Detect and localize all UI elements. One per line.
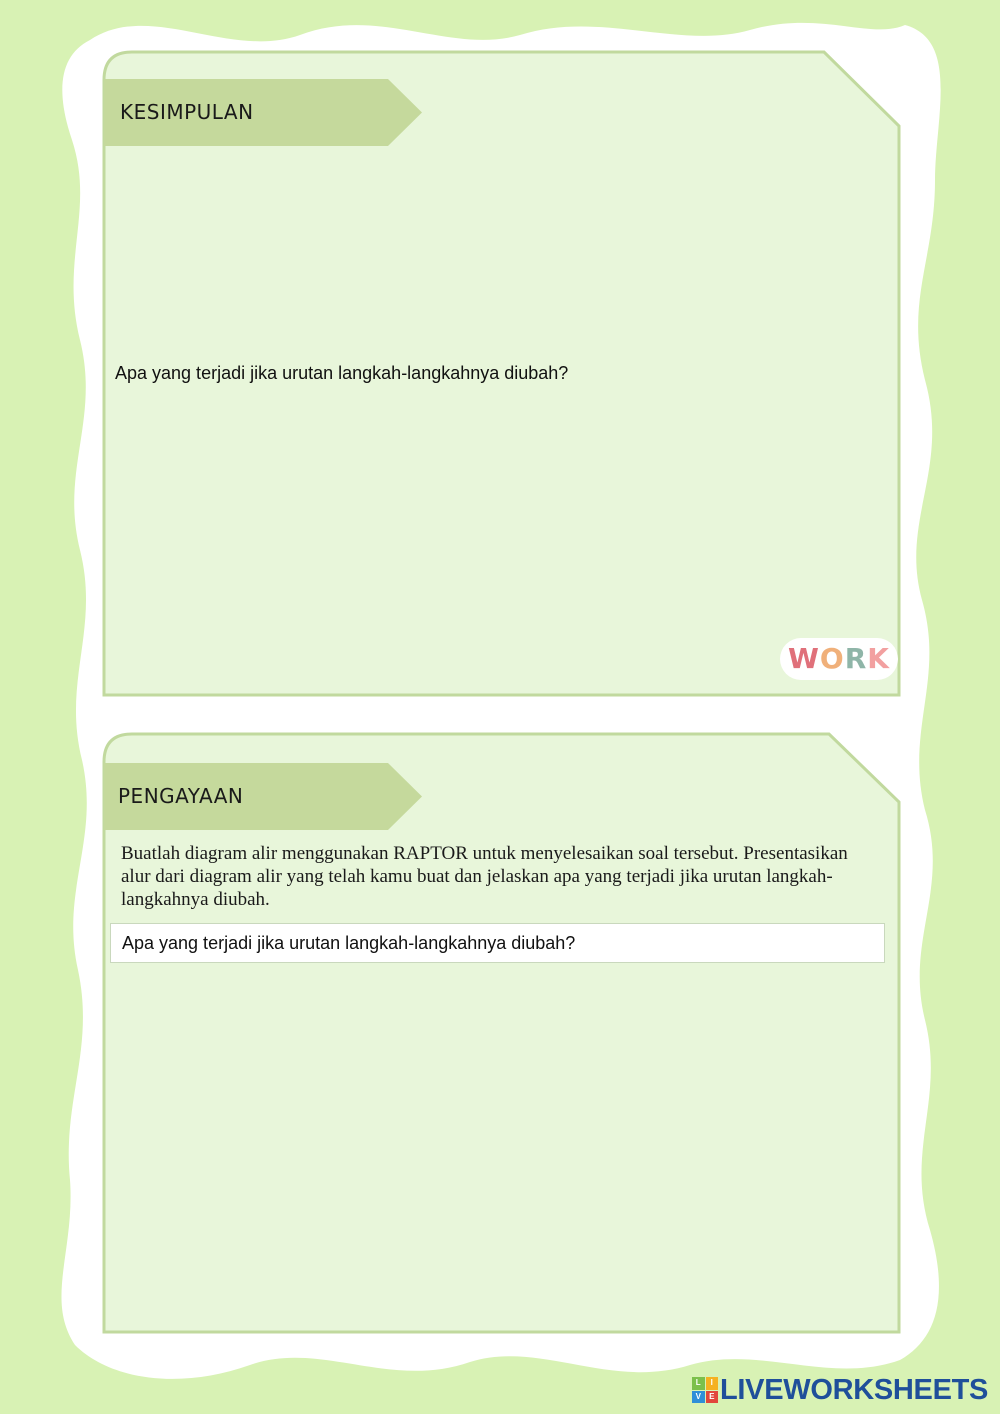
conclusion-title: KESIMPULAN	[120, 100, 254, 124]
work-badge-letter: K	[867, 642, 890, 675]
liveworksheets-icon	[692, 1377, 718, 1403]
enrichment-instruction: Buatlah diagram alir menggunakan RAPTOR untuk menyelesaikan soal tersebut. Presentasikan alur dari diagram alir yang telah kamu buat dan jelaskan apa yang terjadi jika urutan langkah-langkahnya diubah.	[121, 843, 848, 910]
brand-name: LIVEWORKSHEETS	[720, 1373, 989, 1406]
work-badge	[780, 638, 898, 680]
brand-icon-letter: E	[706, 1391, 719, 1404]
brand-icon-letter: I	[706, 1377, 719, 1390]
conclusion-question: Apa yang terjadi jika urutan langkah-langkahnya diubah?	[115, 363, 569, 383]
answer-input[interactable]	[110, 923, 885, 963]
work-badge-letter: O	[819, 642, 845, 675]
liveworksheets-logo[interactable]	[692, 1374, 988, 1406]
conclusion-card	[102, 50, 902, 698]
answer-input-text: Apa yang terjadi jika urutan langkah-langkahnya diubah?	[122, 933, 576, 953]
brand-icon-letter: L	[692, 1377, 705, 1390]
brand-icon-letter: V	[692, 1391, 705, 1404]
work-badge-letter: W	[788, 642, 820, 675]
conclusion-ribbon	[104, 79, 424, 146]
enrichment-ribbon	[104, 763, 424, 830]
enrichment-title: PENGAYAAN	[118, 784, 244, 808]
work-badge-letter: R	[844, 642, 868, 675]
enrichment-card	[102, 732, 902, 1335]
